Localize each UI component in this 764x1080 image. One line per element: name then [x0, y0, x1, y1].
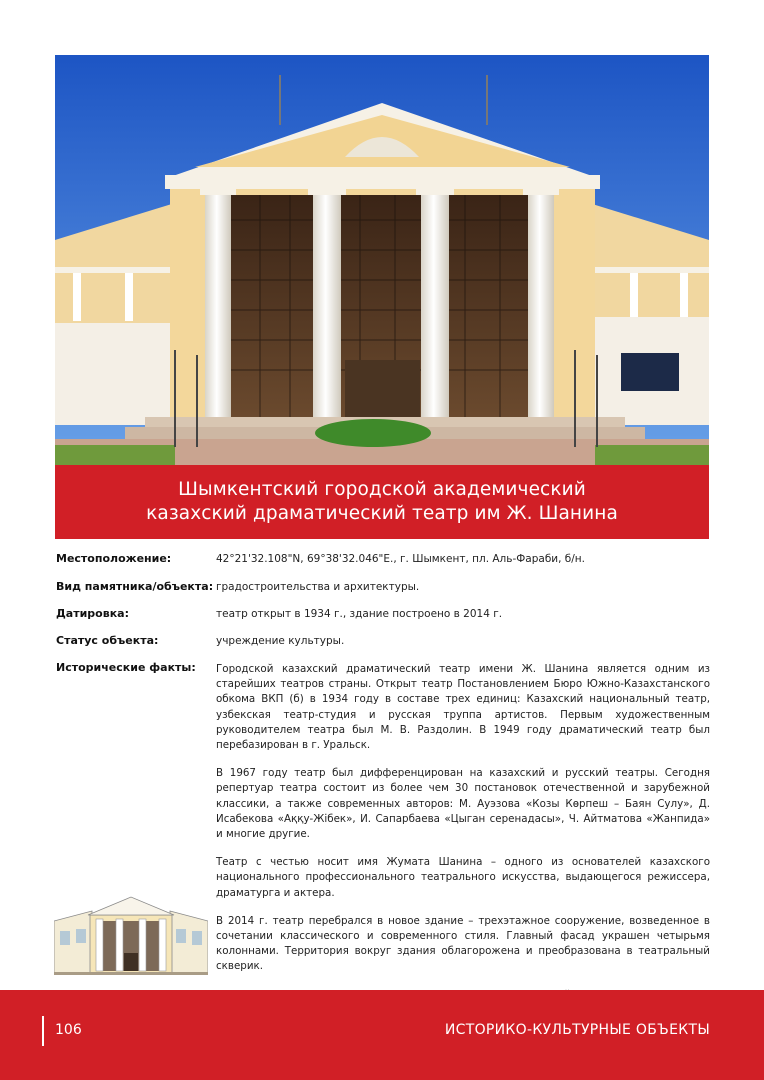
section-title: ИСТОРИКО-КУЛЬТУРНЫЕ ОБЪЕКТЫ	[444, 1022, 710, 1038]
facts-paragraph: В 1967 году театр был дифференцирован на казахский и русский театры. Сегодня репертуар театра состоит из более чем 30 постановок отечественной и зарубежной классики, а также современных авторов: М. Ауэзова «Козы Көрпеш – Баян Сулу», Д. Исабекова «Аққу-Жібек», И. Сапарбаева «Цыган серенадасы», Ч. Айтматова «Жанпида» и многие другие.	[216, 767, 710, 841]
status-value: учреждение культуры.	[216, 635, 345, 647]
title-banner	[55, 465, 709, 539]
title-line-2: казахский драматический театр им Ж. Шанина	[146, 503, 618, 524]
status-label: Статус объекта:	[56, 634, 159, 647]
dating-value: театр открыт в 1934 г., здание построено в 2014 г.	[216, 608, 503, 620]
title-line-1: Шымкентский городской академический	[178, 479, 586, 500]
dating-label: Датировка:	[56, 607, 129, 620]
location-label: Местоположение:	[56, 552, 172, 565]
object-type-value: градостроительства и архитектуры.	[216, 581, 420, 593]
facts-paragraph: Театр с честью носит имя Жумата Шанина – одного из основателей казахского национального профессионального театрального искусства, выдающегося режиссера, драматурга и актера.	[216, 856, 710, 899]
historical-facts-text	[216, 662, 710, 1016]
facts-paragraph: Городской казахский драматический театр имени Ж. Шанина является одним из старейших театров страны. Открыт театр Постановлением Бюро Южно-Казахстанского обкома ВКП (б) в 1934 году в составе трех единиц: Казахский национальный театр, узбекская театр-студия и русская труппа артистов. Первым художественным руководителем театра был М. В. Раздолин. В 1949 году драматический театр был перебазирован в г. Уральск.	[216, 663, 710, 752]
footer-divider	[42, 1016, 44, 1046]
facts-paragraph: В 2014 г. театр перебрался в новое здание – трехэтажное сооружение, возведенное в сочетании классического и современного стиля. Главный фасад украшен четырьмя колоннами. Территория вокруг здания облагорожена и преобразована в театральный скверик.	[216, 914, 710, 973]
object-type-label: Вид памятника/объекта:	[56, 580, 214, 593]
historical-facts-label: Исторические факты:	[56, 661, 196, 674]
theatre-photo	[55, 55, 709, 465]
page-number: 106	[55, 1022, 82, 1038]
location-value: 42°21'32.108"N, 69°38'32.046"E., г. Шымкент, пл. Аль-Фараби, б/н.	[216, 553, 586, 565]
theatre-sketch	[54, 893, 208, 977]
footer-bar	[0, 990, 764, 1080]
